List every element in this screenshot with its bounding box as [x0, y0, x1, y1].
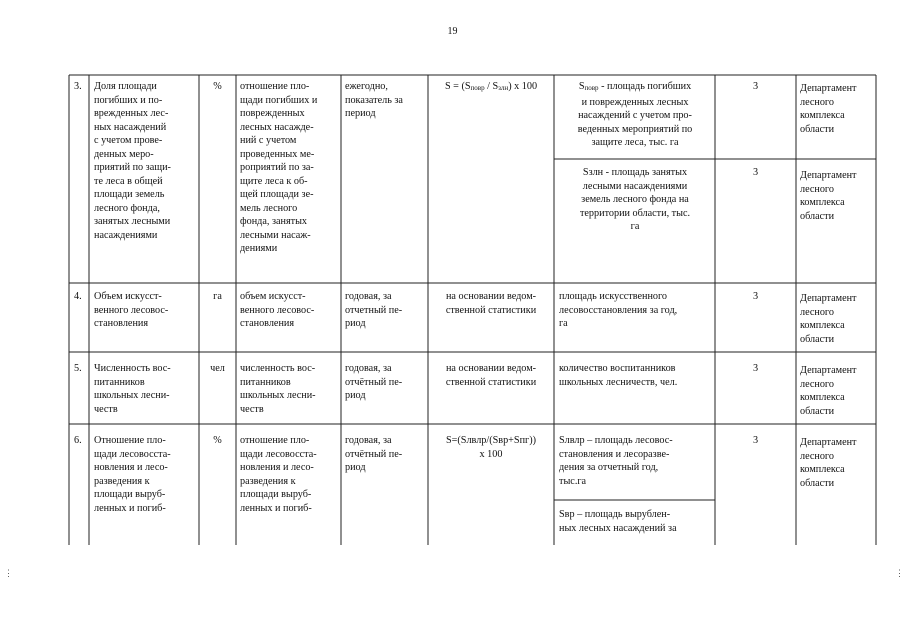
responsible-body: Департамент лесного комплекса области: [800, 293, 857, 345]
periodicity: годовая, за отчётный пе- риод: [345, 363, 403, 401]
indicator-name: Отношение пло- щади лесовосста- новления и лесо- разведения к площади выруб- ленных и погиб-: [94, 435, 171, 514]
formula: на основании ведом- ственной статистики: [445, 363, 537, 388]
responsible-body: Департамент лесного комплекса области: [800, 83, 857, 135]
unit-of-measure: чел: [210, 363, 225, 374]
indicator-name: Доля площади погибших и по- врежденных лес- ных насаждений с учетом прове- денных меро- приятий по защи- те леса в общей площади земель лесного фонда, занятых лесными насаждениями: [94, 81, 171, 241]
scan-mark-right: ⋮: [895, 568, 904, 578]
scan-mark-left: ⋮: [4, 568, 13, 578]
indicator-name: Численность вос- питанников школьных лесни- честв: [94, 363, 171, 415]
page-number: 19: [447, 26, 458, 37]
row-number: 4.: [74, 291, 82, 302]
unit-of-measure: га: [213, 291, 222, 302]
responsible-body: Департамент лесного комплекса области: [800, 170, 857, 222]
responsible-body: Департамент лесного комплекса области: [800, 437, 857, 489]
variable-description: Sвр – площадь вырублен- ных лесных насаждений за: [559, 509, 677, 534]
variable-description: площадь искусственного лесовосстановления за год, га: [559, 291, 678, 329]
data-source-code: 3: [752, 363, 759, 374]
row-number: 6.: [74, 435, 82, 446]
data-source-code: 3: [752, 435, 759, 446]
periodicity: годовая, за отчётный пе- риод: [345, 435, 403, 473]
variable-description: Sлвлр – площадь лесовос- становления и лесоразве- дения за отчетный год, тыс.га: [559, 435, 673, 487]
periodicity: годовая, за отчетный пе- риод: [345, 291, 403, 329]
row-number: 5.: [74, 363, 82, 374]
formula: S=(Sлвлр/(Sвр+Sпг)) x 100: [445, 435, 537, 460]
indicator-definition: объем искусст- венного лесовос- становления: [240, 291, 315, 329]
data-source-code: 3: [752, 167, 759, 178]
formula: $S = (S_{повр} / S_{злн})$ x 100: [444, 81, 538, 92]
unit-of-measure: %: [213, 81, 222, 92]
indicator-definition: отношение пло- щади погибших и поврежденных лесных насажде- ний с учетом проведенных ме- роприятий по за- щите леса к об- щей площади зе- мель лесного фонда, занятых лесными насаж- дениями: [240, 81, 318, 254]
unit-of-measure: %: [213, 435, 222, 446]
periodicity: ежегодно, показатель за период: [345, 81, 403, 119]
indicator-definition: численность вос- питанников школьных лесни- честв: [240, 363, 316, 415]
variable-description: Sзлн - площадь занятых лесными насаждениями земель лесного фонда на территории области, тыс. га: [579, 167, 691, 232]
variable-description: количество воспитанников школьных лесничеств, чел.: [559, 363, 678, 388]
data-source-code: 3: [752, 81, 759, 92]
variable-description: $S_{повр}$ - площадь погибших и поврежденных лесных насаждений с учетом про- веденных мероприятий по защите леса, тыс. га: [577, 81, 693, 148]
indicator-name: Объем искусст- венного лесовос- становления: [94, 291, 169, 329]
indicator-definition: отношение пло- щади лесовосста- новления и лесо- разведения к площади выруб- ленных и погиб-: [240, 435, 317, 514]
row-number: 3.: [74, 81, 82, 92]
formula: на основании ведом- ственной статистики: [445, 291, 537, 316]
data-source-code: 3: [752, 291, 759, 302]
responsible-body: Департамент лесного комплекса области: [800, 365, 857, 417]
